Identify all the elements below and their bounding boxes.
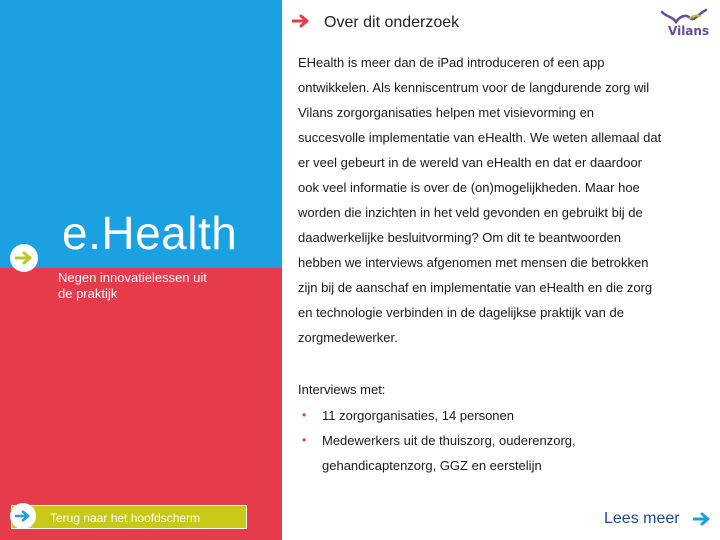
intro-line: ontwikkelen. Als kenniscentrum voor de langdurende zorg wil [298, 80, 650, 95]
left-panel-bottom [0, 268, 282, 540]
back-arrow-circle [10, 503, 36, 529]
intro-line: er veel gebeurt in de wereld van eHealth en dat er daardoor [298, 155, 642, 170]
intro-line: Vilans zorgorganisaties helpen met visievorming en [298, 105, 595, 120]
section-arrow-circle [10, 244, 38, 272]
logo-text: Vilans [668, 24, 710, 38]
intro-line: zijn bij de aanschaf en implementatie van eHealth en die zorg [298, 280, 653, 295]
interview-item-2-line1: Medewerkers uit de thuiszorg, ouderenzorg, [322, 433, 576, 448]
intro-line: EHealth is meer dan de iPad introduceren of een app [298, 55, 605, 70]
bullet-2: • [302, 433, 307, 447]
bullet-1: • [302, 408, 307, 422]
arrow-right-icon [292, 14, 310, 28]
interview-item-1: 11 zorgorganisaties, 14 personen [322, 408, 514, 423]
read-more-link[interactable]: Lees meer [604, 510, 680, 527]
back-button-label: Terug naar het hoofdscherm [50, 511, 201, 525]
interview-item-2-line2: gehandicaptenzorg, GGZ en eerstelijn [322, 458, 542, 473]
intro-line: worden die inzichten in het veld gevonden en gebruikt bij de [298, 205, 643, 220]
intro-line: ook veel informatie is over de (on)mogelijkheden. Maar hoe [298, 180, 640, 195]
brand-title: e.Health [62, 207, 238, 259]
page-title: Over dit onderzoek [324, 14, 460, 31]
back-to-home-button[interactable] [11, 505, 247, 529]
interviews-heading: Interviews met: [298, 382, 386, 397]
intro-line: en technologie verbinden in de dagelijkse praktijk van de [298, 305, 624, 320]
arrow-right-icon [15, 251, 33, 265]
arrow-right-icon[interactable] [693, 512, 711, 526]
intro-line: daadwerkelijke besluitvorming? Om dit te beantwoorden [298, 230, 622, 245]
brand-subtitle: Negen innovatielessen uit de praktijk [58, 270, 207, 301]
intro-line: zorgmedewerker. [298, 330, 398, 345]
intro-line: succesvolle implementatie van eHealth. We weten allemaal dat [298, 130, 662, 145]
intro-line: hebben we interviews afgenomen met mensen die betrokken [298, 255, 649, 270]
arrow-right-icon [15, 510, 31, 522]
